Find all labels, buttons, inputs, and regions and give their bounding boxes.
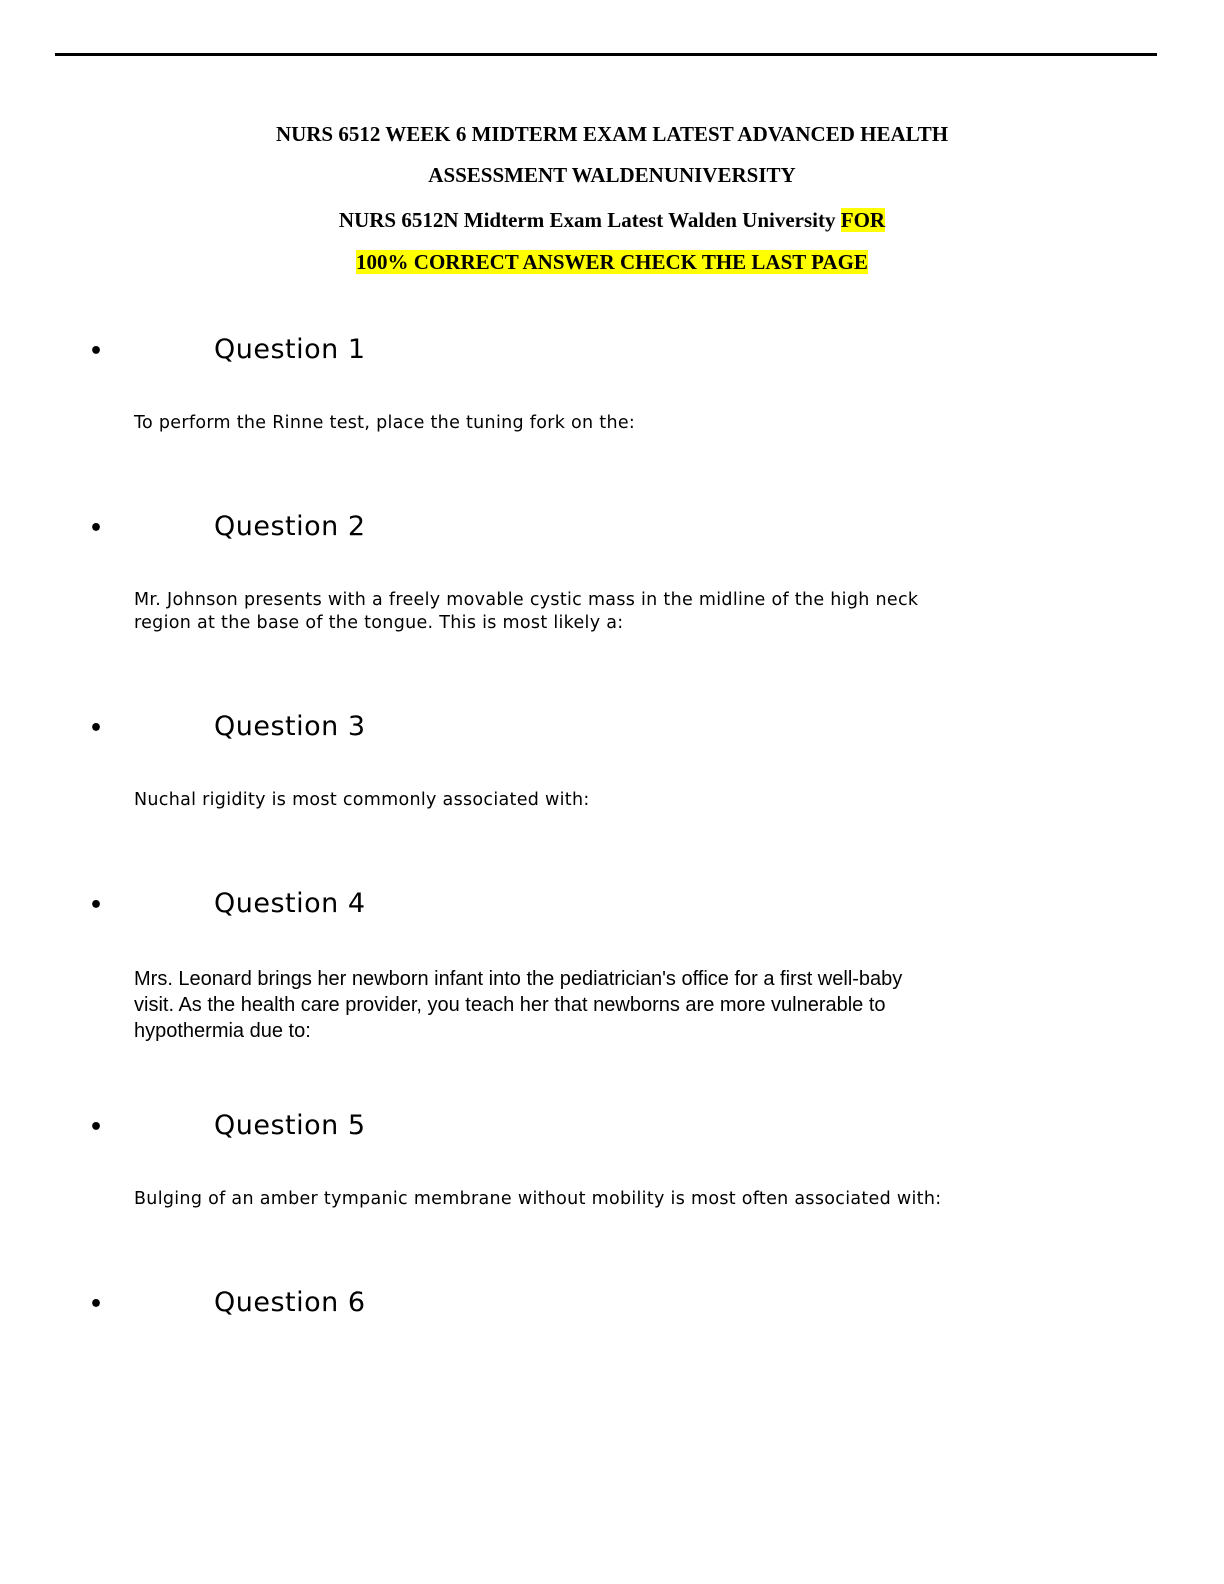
bullet-icon: •: [89, 1115, 104, 1140]
question-4-text: [134, 966, 994, 1044]
question-5-title: Question 5: [214, 1110, 366, 1141]
header-line-4: [0, 246, 1224, 287]
question-1-text: To perform the Rinne test, place the tuning fork on the:: [134, 413, 636, 433]
question-2-text-line-2: region at the base of the tongue. This is most likely a:: [134, 613, 624, 633]
question-4-text-line-2: visit. As the health care provider, you teach her that newborns are more vulnerable to: [134, 994, 886, 1016]
bullet-icon: •: [89, 893, 104, 918]
question-6-title: Question 6: [214, 1287, 366, 1318]
bullet-icon: •: [89, 1292, 104, 1317]
question-4-title: Question 4: [214, 888, 366, 919]
question-3-title: Question 3: [214, 711, 366, 742]
question-3-text: Nuchal rigidity is most commonly associated with:: [134, 790, 590, 810]
question-4-text-line-3: hypothermia due to:: [134, 1020, 311, 1042]
top-horizontal-rule: [55, 53, 1157, 56]
bullet-icon: •: [89, 516, 104, 541]
header-highlight-for: FOR: [840, 208, 886, 232]
document-header: [0, 118, 1224, 287]
question-2-title: Question 2: [214, 511, 366, 542]
bullet-icon: •: [89, 716, 104, 741]
header-line-2: ASSESSMENT WALDENUNIVERSITY: [428, 163, 796, 187]
header-line-1: NURS 6512 WEEK 6 MIDTERM EXAM LATEST ADVANCED HEALTH: [275, 122, 949, 146]
question-4-text-line-1: Mrs. Leonard brings her newborn infant into the pediatrician's office for a first well-baby: [134, 968, 903, 990]
bullet-icon: •: [89, 339, 104, 364]
question-5-text: Bulging of an amber tympanic membrane without mobility is most often associated with:: [134, 1189, 942, 1209]
question-2-text-line-1: Mr. Johnson presents with a freely movable cystic mass in the midline of the high neck: [134, 590, 919, 610]
header-line-3-text: NURS 6512N Midterm Exam Latest Walden University: [338, 208, 841, 232]
header-highlight-correct-answer: 100% CORRECT ANSWER CHECK THE LAST PAGE: [356, 250, 868, 274]
question-2-text: [134, 589, 1034, 635]
header-line-3: [0, 200, 1224, 246]
question-1-title: Question 1: [214, 334, 366, 365]
